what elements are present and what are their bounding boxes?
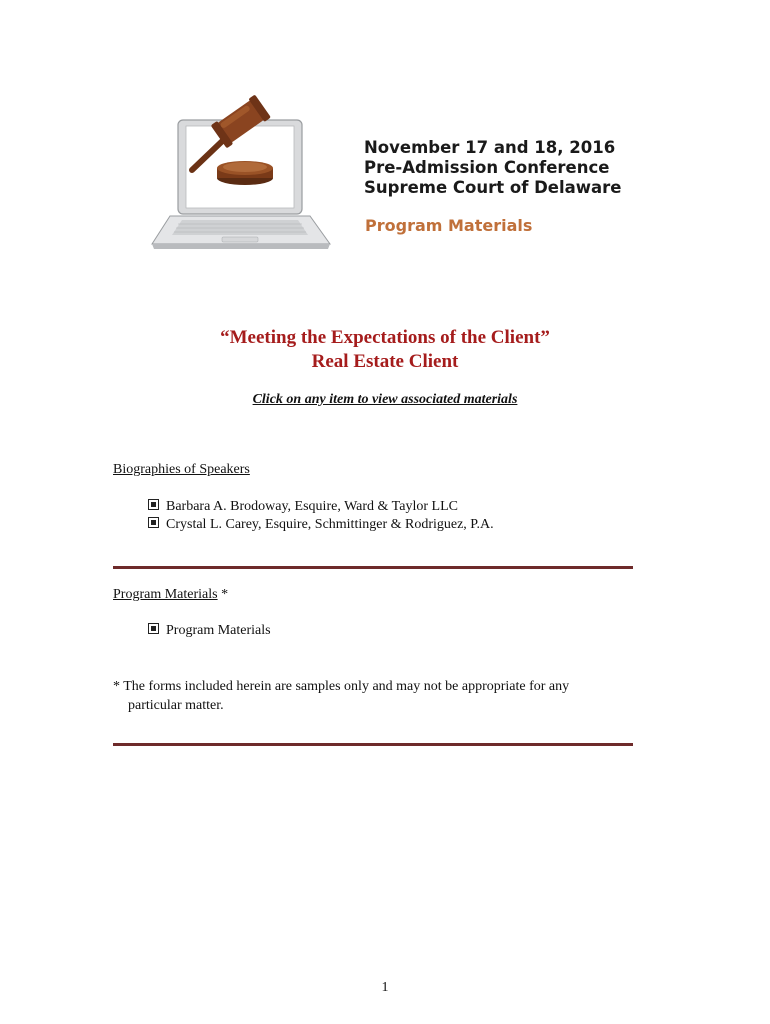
- disclaimer-line-1: * The forms included herein are samples only and may not be appropriate for any: [113, 679, 570, 694]
- biography-link-carey[interactable]: [148, 517, 494, 533]
- bullet-icon: [148, 623, 159, 634]
- materials-label: [113, 587, 228, 603]
- biography-label: Barbara A. Brodoway, Esquire, Ward & Taylor LLC: [166, 499, 458, 514]
- biographies-label: [113, 462, 250, 478]
- materials-asterisk: *: [217, 587, 229, 602]
- conference-name: Pre-Admission Conference: [364, 158, 610, 177]
- conference-header: [364, 138, 622, 198]
- program-materials-link[interactable]: [148, 623, 271, 639]
- program-materials-heading: Program Materials: [365, 216, 533, 235]
- biography-label: Crystal L. Carey, Esquire, Schmittinger & Rodriguez, P.A.: [166, 517, 494, 532]
- biography-link-brodoway[interactable]: [148, 499, 458, 515]
- forms-disclaimer: [113, 677, 633, 715]
- section-divider: [113, 566, 633, 569]
- instruction-link[interactable]: Click on any item to view associated materials: [252, 392, 518, 407]
- session-subtitle: Real Estate Client: [311, 351, 459, 372]
- gavel-laptop-icon: [148, 92, 338, 252]
- bullet-icon: [148, 517, 159, 528]
- biographies-label-text[interactable]: Biographies of Speakers: [113, 462, 250, 477]
- bullet-icon: [148, 499, 159, 510]
- section-divider: [113, 743, 633, 746]
- materials-label-text[interactable]: Program Materials: [113, 587, 218, 602]
- conference-dates: November 17 and 18, 2016: [364, 138, 616, 157]
- materials-item-label: Program Materials: [166, 623, 271, 638]
- page-number: 1: [381, 980, 389, 995]
- court-name: Supreme Court of Delaware: [364, 178, 622, 197]
- disclaimer-line-2: particular matter.: [128, 698, 224, 713]
- session-title: “Meeting the Expectations of the Client”: [220, 327, 550, 348]
